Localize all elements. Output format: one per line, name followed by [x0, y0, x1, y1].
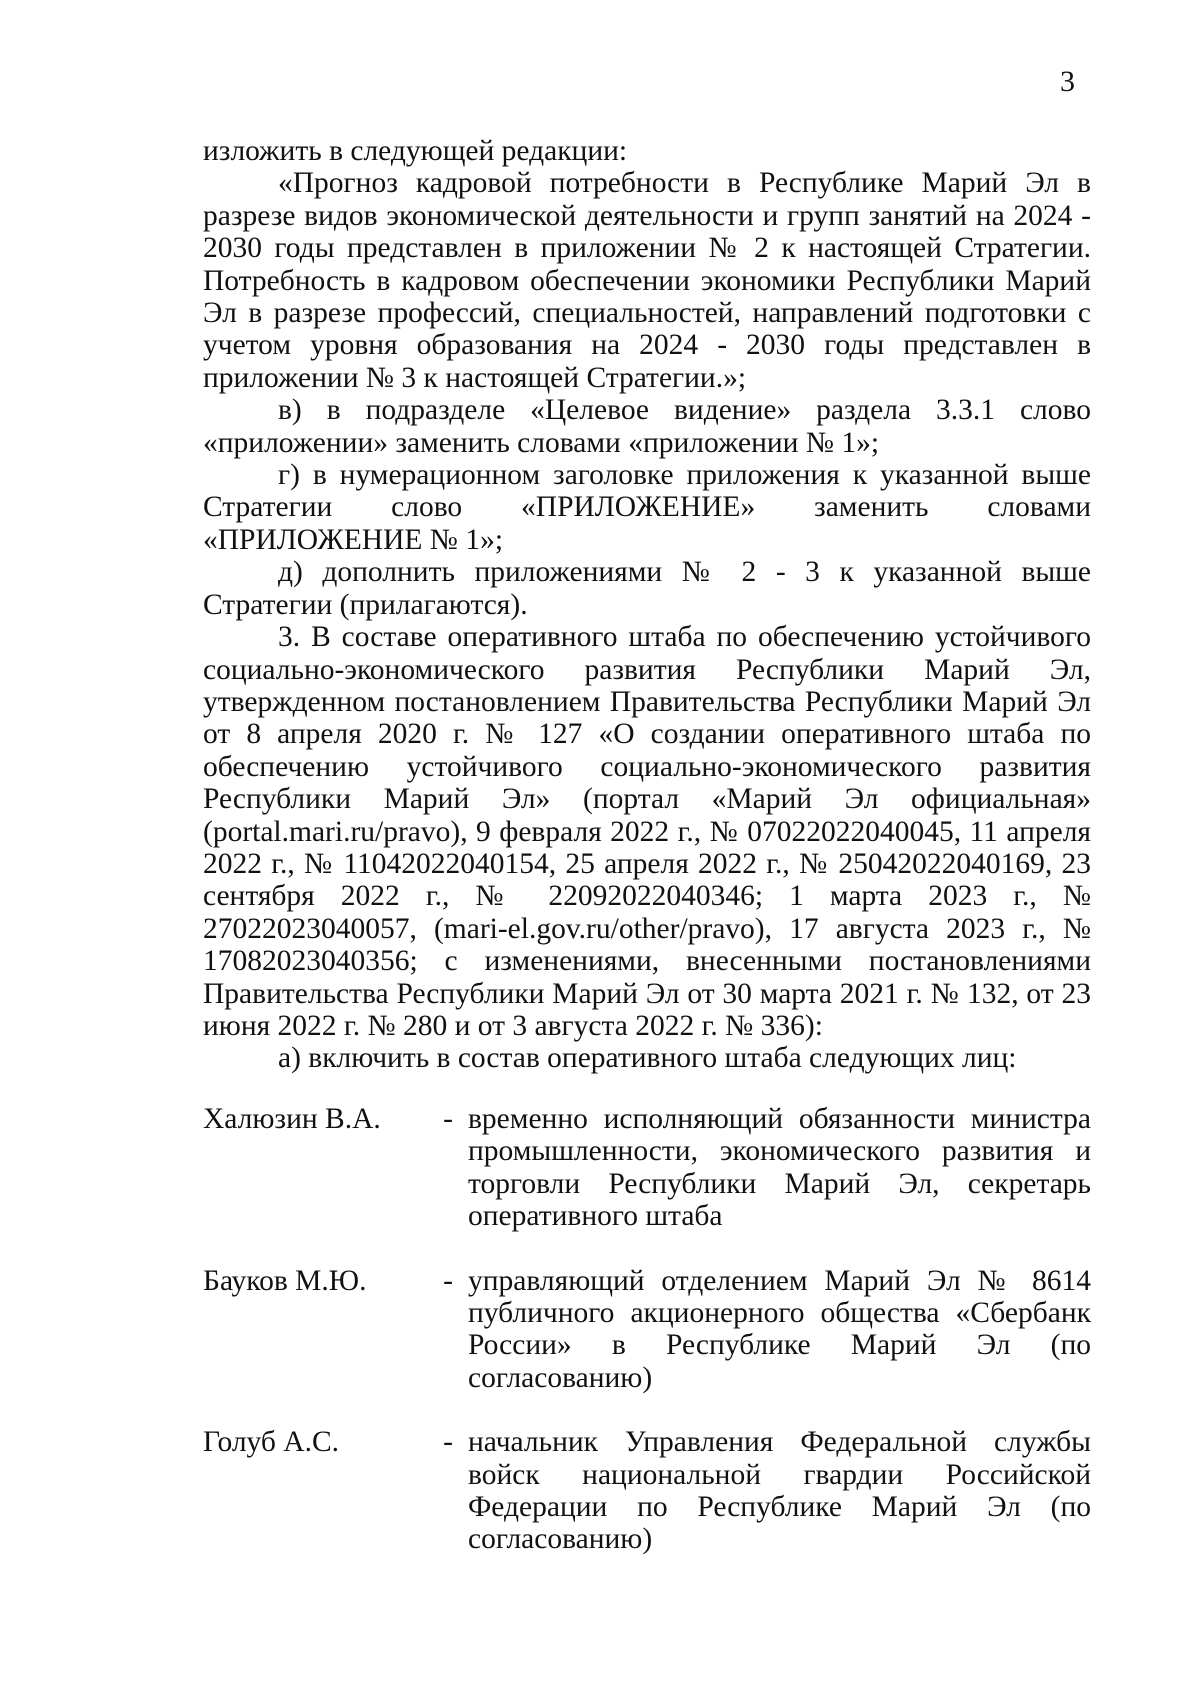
paragraph-item-d: д) дополнить приложениями № 2 - 3 к указанной выше Стратегии (прилагаются).: [203, 556, 1091, 621]
member-dash: -: [443, 1103, 453, 1135]
member-dash: -: [443, 1264, 453, 1297]
member-position: управляющий отделением Марий Эл № 8614 публичного акционерного общества «Сбербанк России» в Республике Марий Эл (по согласованию): [468, 1264, 1091, 1394]
paragraph-intro: изложить в следующей редакции:: [203, 135, 628, 167]
staff-members-list: [203, 1103, 1091, 1588]
list-item: [203, 1265, 1091, 1395]
member-name: Голуб А.С.: [203, 1426, 340, 1459]
member-name: Халюзин В.А.: [203, 1103, 381, 1135]
paragraph-item-v: в) в подразделе «Целевое видение» раздела 3.3.1 слово «приложении» заменить словами «приложении № 1»;: [203, 394, 1091, 459]
member-position: начальник Управления Федеральной службы войск национальной гвардии Российской Федерации по Республике Марий Эл (по согласованию): [468, 1426, 1091, 1556]
member-dash: -: [443, 1426, 453, 1459]
paragraph-quote-forecast: «Прогноз кадровой потребности в Республике Марий Эл в разрезе видов экономической деятельности и групп занятий на 2024 - 2030 годы представлен в приложении № 2 к настоящей Стратегии. Потребность в кадровом обеспечении экономики Республики Марий Эл в разрезе профессий, специальностей, направлений подготовки с учетом уровня образования на 2024 - 2030 годы представлен в приложении № 3 к настоящей Стратегии.»;: [203, 167, 1091, 394]
member-name: Бауков М.Ю.: [203, 1264, 367, 1297]
paragraph-item-g: г) в нумерационном заголовке приложения к указанной выше Стратегии слово «ПРИЛОЖЕНИЕ» заменить словами «ПРИЛОЖЕНИЕ № 1»;: [203, 459, 1091, 556]
page-number: 3: [1060, 65, 1075, 98]
document-body: [203, 135, 1091, 1075]
list-item: [203, 1103, 1091, 1233]
paragraph-item-a: а) включить в состав оперативного штаба следующих лиц:: [278, 1042, 1017, 1075]
paragraph-section-3: 3. В составе оперативного штаба по обеспечению устойчивого социально-экономического развития Республики Марий Эл, утвержденном постановлением Правительства Республики Марий Эл от 8 апреля 2020 г. № 127 «О создании оперативного штаба по обеспечению устойчивого социально-экономического развития Республики Марий Эл» (портал «Марий Эл официальная» (portal.mari.ru/pravo), 9 февраля 2022 г., № 07022022040045, 11 апреля 2022 г., № 11042022040154, 25 апреля 2022 г., № 25042022040169, 23 сентября 2022 г., № 22092022040346; 1 марта 2023 г., № 27022023040057, (mari-el.gov.ru/other/pravo), 17 августа 2023 г., № 17082023040356; с изменениями, внесенными постановлениями Правительства Республики Марий Эл от 30 марта 2021 г. № 132, от 23 июня 2022 г. № 280 и от 3 августа 2022 г. № 336):: [203, 621, 1091, 1042]
list-item: [203, 1426, 1091, 1556]
member-position: временно исполняющий обязанности министра промышленности, экономического развития и торговли Республики Марий Эл, секретарь оперативного штаба: [468, 1103, 1091, 1233]
